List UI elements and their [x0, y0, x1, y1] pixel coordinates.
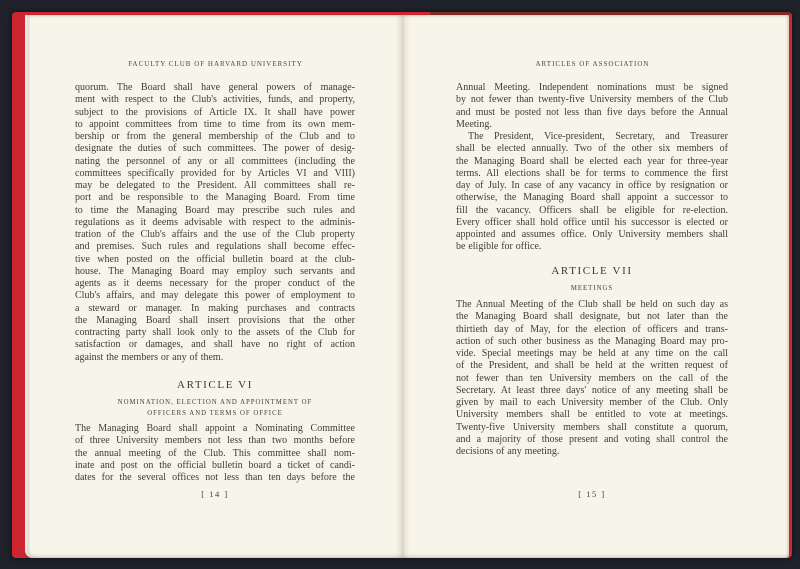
- text-line: regulations as it deems advisable with respect to the adminis-: [75, 216, 355, 228]
- text-line: be eligible for office.: [456, 241, 542, 253]
- text-line: University members shall be entitled to vote at meetings.: [456, 409, 728, 421]
- text-line: The Managing Board shall appoint a Nominating Committee: [75, 423, 355, 434]
- text-line: dates for the several offices not less than ten days before the: [75, 472, 355, 483]
- text-line: of the President, and shall be held at the written request of: [456, 360, 728, 372]
- text-line: appointed and assumes office. Only University members shall: [456, 229, 728, 240]
- text-line: The Annual Meeting of the Club shall be held on such day as: [456, 299, 728, 310]
- text-line: may be delegated to the President. All committees shall re-: [75, 180, 355, 191]
- page-spread: [25, 15, 789, 558]
- text-line: thirtieth day of May, for the election of officers and trans-: [456, 323, 728, 335]
- body-paragraph: [75, 423, 355, 484]
- text-line: against the members or any of them.: [75, 351, 224, 363]
- text-line: to appoint committees from time to time from its own mem-: [75, 118, 355, 130]
- text-line: ment with respect to the Club's activities, funds, and property,: [75, 94, 355, 106]
- text-line: by not fewer than twenty-five University members of the Club: [456, 94, 728, 106]
- left-page: [25, 15, 403, 558]
- text-line: tive when posted on the official bulletin board at the club-: [75, 253, 355, 265]
- body-text: [456, 82, 728, 254]
- text-line: subject to the provisions of Article IX. It shall have power: [75, 106, 355, 118]
- text-line: and premises. Such rules and regulations shall become effec-: [75, 241, 355, 253]
- text-line: contracting party shall look only to the assets of the Club for: [75, 327, 355, 338]
- text-line: decisions of any meeting.: [456, 446, 560, 457]
- body-paragraph: [456, 131, 728, 254]
- text-line: a steward or manager. In making purchases and contracts: [75, 302, 355, 314]
- article-subheading-line: NOMINATION, ELECTION AND APPOINTMENT OF: [117, 399, 313, 406]
- text-line: the Managing Board shall be elected each year for three-year: [456, 155, 728, 167]
- text-line: agents as it deems necessary for the proper conduct of the: [75, 278, 355, 289]
- folio-page-number: [ 14 ]: [201, 489, 229, 499]
- article-subheading: MEETINGS: [570, 285, 614, 292]
- text-line: given by mail to each University member of the Club. Only: [456, 397, 728, 408]
- text-line: and must be posted not less than five days before the Annual: [456, 106, 728, 118]
- running-head: FACULTY CLUB OF HARVARD UNIVERSITY: [128, 60, 303, 68]
- text-line: Secretary. At least three days' notice of any meeting shall be: [456, 384, 728, 396]
- body-paragraph: [75, 82, 355, 364]
- text-line: the Managing Board shall insert provisions that the other: [75, 314, 355, 326]
- text-line: not fewer than ten University members on the call of the: [456, 372, 728, 384]
- article-subheading: [75, 398, 355, 419]
- text-line: Annual Meeting. Independent nominations must be signed: [456, 82, 728, 93]
- text-line: designate the duties of such committees. The power of desig-: [75, 143, 355, 155]
- text-line: The President, Vice-president, Secretary, and Treasurer: [468, 131, 728, 142]
- text-line: vide. Special meetings may be held at any time on the call: [456, 348, 728, 359]
- text-line: nating the personnel of any or all committees (including the: [75, 155, 355, 167]
- text-line: quorum. The Board shall have general powers of manage-: [75, 82, 355, 93]
- text-line: bership or from the general membership of the Club and to: [75, 131, 355, 142]
- text-line: house. The Managing Board may employ such servants and: [75, 265, 355, 277]
- text-line: otherwise, the Managing Board shall appoint a successor to: [456, 192, 728, 204]
- text-line: of three University members not less than two months before: [75, 435, 355, 447]
- right-page: [403, 15, 789, 558]
- text-line: Every officer shall hold office until his successor is elected or: [456, 216, 728, 228]
- text-line: the annual meeting of the Club. This committee shall nom-: [75, 447, 355, 459]
- text-line: Meeting.: [456, 118, 492, 130]
- body-paragraph: [456, 82, 728, 131]
- body-paragraph: [456, 299, 728, 458]
- text-line: Twenty-five University members shall constitute a quorum,: [456, 421, 728, 433]
- text-line: and a majority of those present and voting shall control the: [456, 433, 728, 445]
- text-line: fill the vacancy. Officers shall be eligible for re-election.: [456, 204, 728, 216]
- article-heading: ARTICLE VI: [177, 379, 253, 391]
- folio-page-number: [ 15 ]: [578, 489, 606, 499]
- text-line: shall be elected annually. Two of the other six members of: [456, 143, 728, 155]
- text-line: to time the Managing Board may prescribe such rules and: [75, 204, 355, 216]
- article-subheading-line: OFFICERS AND TERMS OF OFFICE: [147, 409, 283, 417]
- text-line: committees specifically provided for by Articles VI and VIII): [75, 167, 355, 179]
- text-line: the Managing Board shall designate, but not later than the: [456, 311, 728, 323]
- article-heading: ARTICLE VII: [551, 265, 633, 277]
- text-line: port and be responsible to the Managing Board. From time: [75, 192, 355, 204]
- text-line: satisfaction or damages, and shall have no right of action: [75, 339, 355, 351]
- text-line: tration of the Club's affairs and the use of the Club property: [75, 229, 355, 240]
- text-line: action of such other business as the Managing Board may pro-: [456, 335, 728, 347]
- running-head: ARTICLES OF ASSOCIATION: [535, 60, 650, 68]
- text-line: Club's affairs, and may delegate this power of employment to: [75, 290, 355, 302]
- text-line: day of July. In case of any vacancy in office by resignation or: [456, 180, 728, 191]
- text-line: inate and post on the official bulletin board a ticket of candi-: [75, 459, 355, 471]
- text-line: terms. All elections shall be for terms to commence the first: [456, 167, 728, 179]
